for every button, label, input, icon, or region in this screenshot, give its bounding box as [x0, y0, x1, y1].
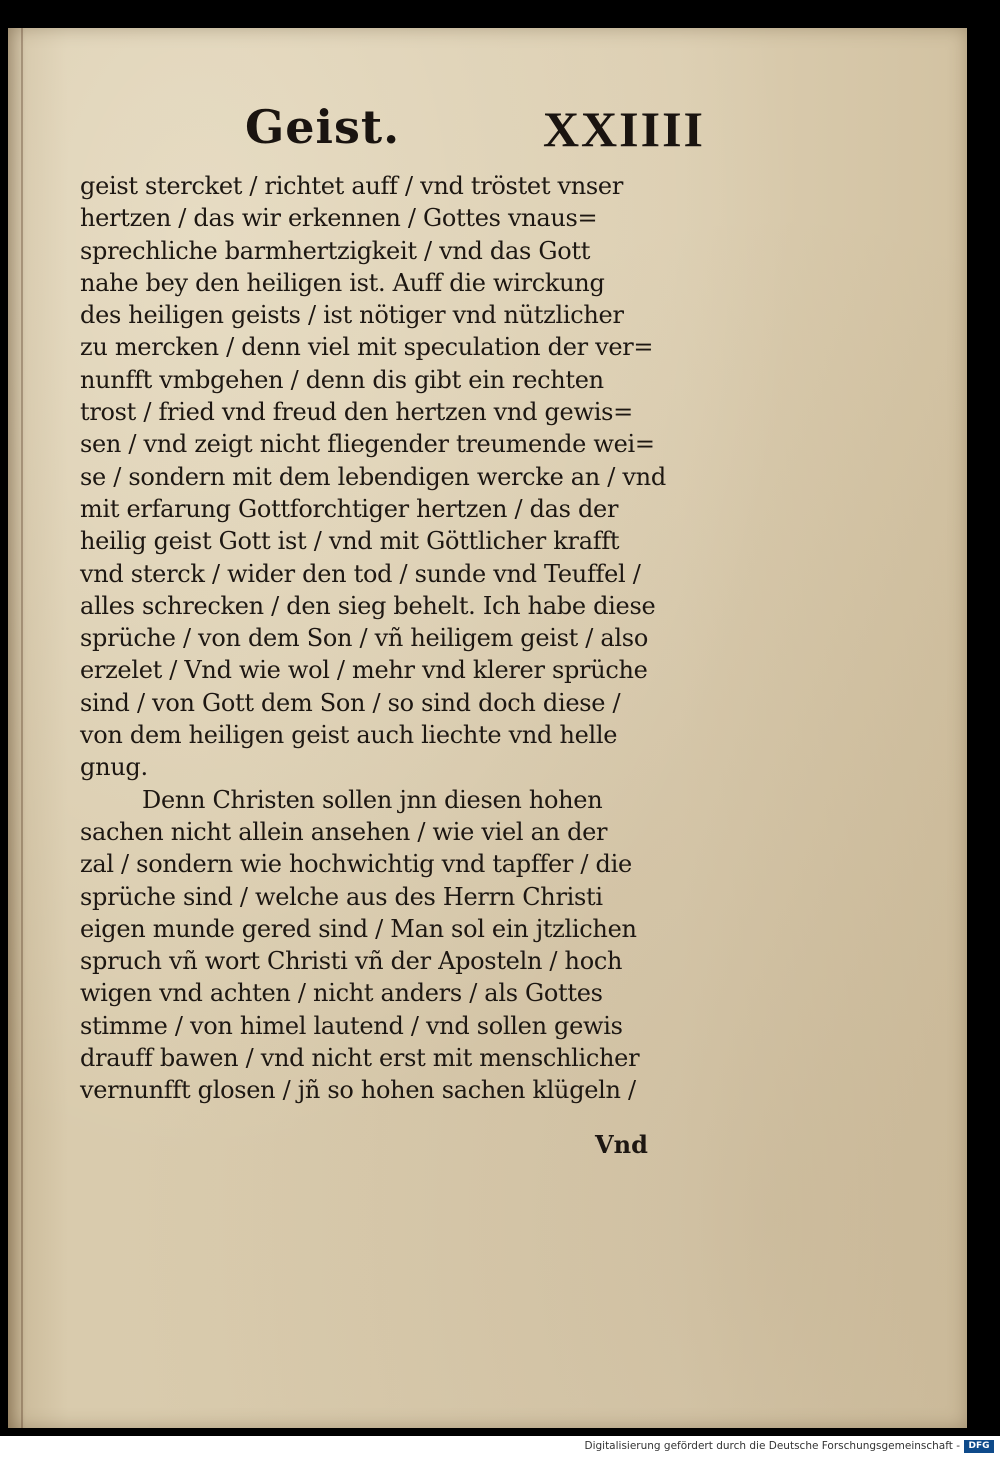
- catchword: Vnd: [595, 1130, 648, 1159]
- text-line: alles schrecken / den sieg behelt. Ich habe diese: [80, 591, 656, 620]
- text-line: sen / vnd zeigt nicht fliegender treumende wei=: [80, 430, 655, 459]
- page-gutter-edge: [21, 28, 23, 1428]
- text-line: mit erfarung Gottforchtiger hertzen / das der: [80, 494, 619, 523]
- text-line: spruch vñ wort Christi vñ der Aposteln / hoch: [80, 947, 623, 976]
- text-line: des heiligen geists / ist nötiger vnd nützlicher: [80, 301, 624, 330]
- text-line: vnd sterck / wider den tod / sunde vnd Teuffel /: [80, 559, 641, 588]
- text-line: von dem heiligen geist auch liechte vnd helle: [80, 721, 618, 750]
- text-line: sprechliche barmhertzigkeit / vnd das Gott: [80, 236, 591, 265]
- text-line: nunfft vmbgehen / denn dis gibt ein rechten: [80, 365, 604, 394]
- text-line: sprüche sind / welche aus des Herrn Christi: [80, 882, 603, 911]
- folio-number: XXIIII: [542, 101, 705, 157]
- text-line: geist stercket / richtet auff / vnd tröstet vnser: [80, 172, 624, 200]
- text-line: sachen nicht allein ansehen / wie viel an der: [80, 817, 608, 846]
- text-line: sprüche / von dem Son / vñ heiligem geist / also: [80, 624, 648, 653]
- text-line: stimme / von himel lautend / vnd sollen gewis: [80, 1011, 623, 1040]
- text-line: nahe bey den heiligen ist. Auff die wirckung: [80, 268, 605, 297]
- body-text: [80, 170, 680, 1107]
- dfg-logo: DFG: [964, 1440, 994, 1453]
- running-head-title: Geist.: [245, 100, 401, 154]
- text-line: vernunfft glosen / jñ so hohen sachen klügeln /: [80, 1076, 636, 1105]
- footer-credit: Digitalisierung gefördert durch die Deutsche Forschungsgemeinschaft -: [584, 1440, 960, 1452]
- text-line: zu mercken / denn viel mit speculation der ver=: [80, 333, 654, 362]
- text-line: wigen vnd achten / nicht anders / als Gottes: [80, 979, 603, 1008]
- text-line: erzelet / Vnd wie wol / mehr vnd klerer sprüche: [80, 656, 648, 685]
- text-line: zal / sondern wie hochwichtig vnd tapffer / die: [80, 850, 632, 879]
- text-line: drauff bawen / vnd nicht erst mit menschlicher: [80, 1044, 640, 1073]
- text-line: hertzen / das wir erkennen / Gottes vnaus=: [80, 204, 598, 233]
- running-head: [245, 100, 705, 170]
- text-line: se / sondern mit dem lebendigen wercke an / vnd: [80, 462, 666, 491]
- text-line: trost / fried vnd freud den hertzen vnd gewis=: [80, 398, 633, 427]
- text-line: sind / von Gott dem Son / so sind doch diese /: [80, 688, 621, 717]
- text-line: heilig geist Gott ist / vnd mit Göttlicher krafft: [80, 527, 620, 556]
- text-line: gnug.: [80, 753, 148, 782]
- footer-bar: [0, 1436, 1000, 1459]
- text-line: Denn Christen sollen jnn diesen hohen: [142, 785, 603, 814]
- text-line: eigen munde gered sind / Man sol ein jtzlichen: [80, 914, 637, 943]
